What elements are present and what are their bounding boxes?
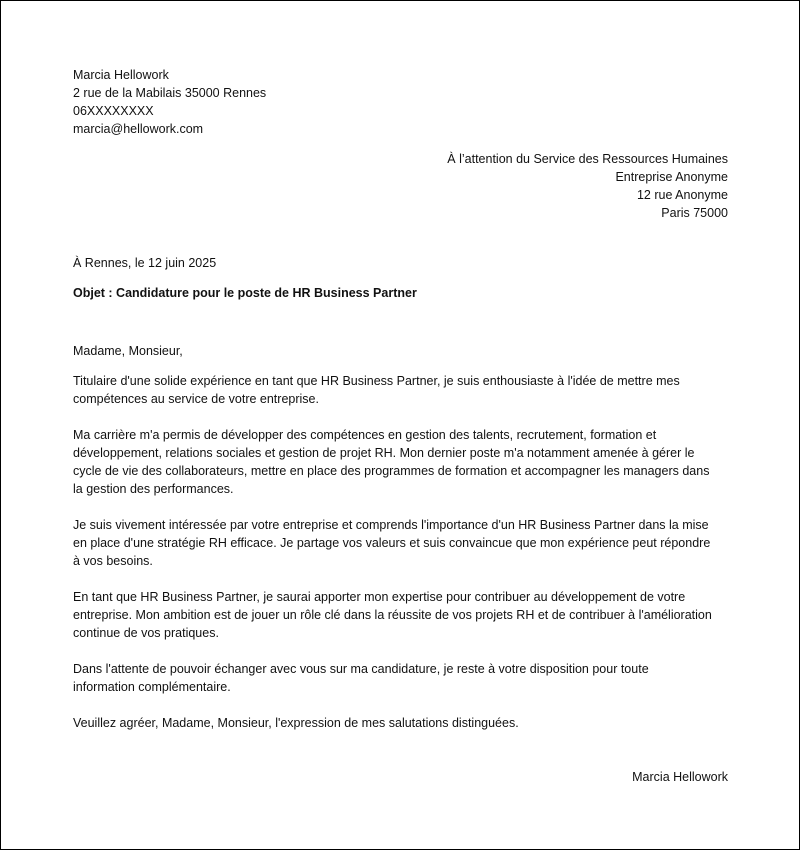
body-paragraph bbox=[73, 426, 728, 498]
body-line: en place d'une stratégie RH efficace. Je partage vos valeurs et suis convaincue que mon expérience peut répondre bbox=[73, 536, 711, 550]
sender-address: 2 rue de la Mabilais 35000 Rennes bbox=[73, 86, 267, 100]
body-line: à vos besoins. bbox=[73, 554, 153, 568]
recipient-attention: À l’attention du Service des Ressources Humaines bbox=[447, 152, 728, 166]
recipient-city: Paris 75000 bbox=[661, 206, 728, 220]
sender-name: Marcia Hellowork bbox=[73, 68, 169, 82]
body-paragraph bbox=[73, 516, 728, 570]
recipient-company: Entreprise Anonyme bbox=[615, 170, 728, 184]
body-line: information complémentaire. bbox=[73, 680, 231, 694]
body-line: En tant que HR Business Partner, je saurai apporter mon expertise pour contribuer au développement de votre bbox=[73, 590, 686, 604]
body-line: entreprise. Mon ambition est de jouer un rôle clé dans la réussite de vos projets RH et de contribuer à l'amélioration bbox=[73, 608, 712, 622]
recipient-street: 12 rue Anonyme bbox=[636, 188, 728, 202]
signature: Marcia Hellowork bbox=[632, 770, 728, 784]
body-line: compétences au service de votre entreprise. bbox=[73, 392, 319, 406]
closing-line: Veuillez agréer, Madame, Monsieur, l'expression de mes salutations distinguées. bbox=[73, 716, 519, 730]
letter-body bbox=[73, 372, 728, 714]
body-paragraph bbox=[73, 660, 728, 696]
sender-email: marcia@hellowork.com bbox=[73, 122, 204, 136]
subject-line: Objet : Candidature pour le poste de HR Business Partner bbox=[73, 286, 417, 300]
body-line: cycle de vie des collaborateurs, mettre en place des programmes de formation et accompagner les managers dans bbox=[73, 464, 710, 478]
body-line: développement, relations sociales et gestion de projet RH. Mon dernier poste m'a notamment amenée à gérer le bbox=[73, 446, 695, 460]
body-paragraph bbox=[73, 588, 728, 642]
date-line: À Rennes, le 12 juin 2025 bbox=[73, 256, 217, 270]
recipient-block bbox=[73, 150, 728, 222]
body-line: Titulaire d'une solide expérience en tant que HR Business Partner, je suis enthousiaste à l'idée de mettre mes bbox=[73, 374, 680, 388]
salutation: Madame, Monsieur, bbox=[73, 344, 183, 358]
body-line: la gestion des performances. bbox=[73, 482, 234, 496]
body-line: Je suis vivement intéressée par votre entreprise et comprends l'importance d'un HR Business Partner dans la mise bbox=[73, 518, 709, 532]
body-line: Dans l'attente de pouvoir échanger avec vous sur ma candidature, je reste à votre disposition pour toute bbox=[73, 662, 649, 676]
body-paragraph bbox=[73, 372, 728, 408]
sender-phone: 06XXXXXXXX bbox=[73, 104, 154, 118]
sender-block bbox=[73, 66, 728, 138]
body-line: continue de vos pratiques. bbox=[73, 626, 219, 640]
body-line: Ma carrière m'a permis de développer des compétences en gestion des talents, recrutement, formation et bbox=[73, 428, 657, 442]
